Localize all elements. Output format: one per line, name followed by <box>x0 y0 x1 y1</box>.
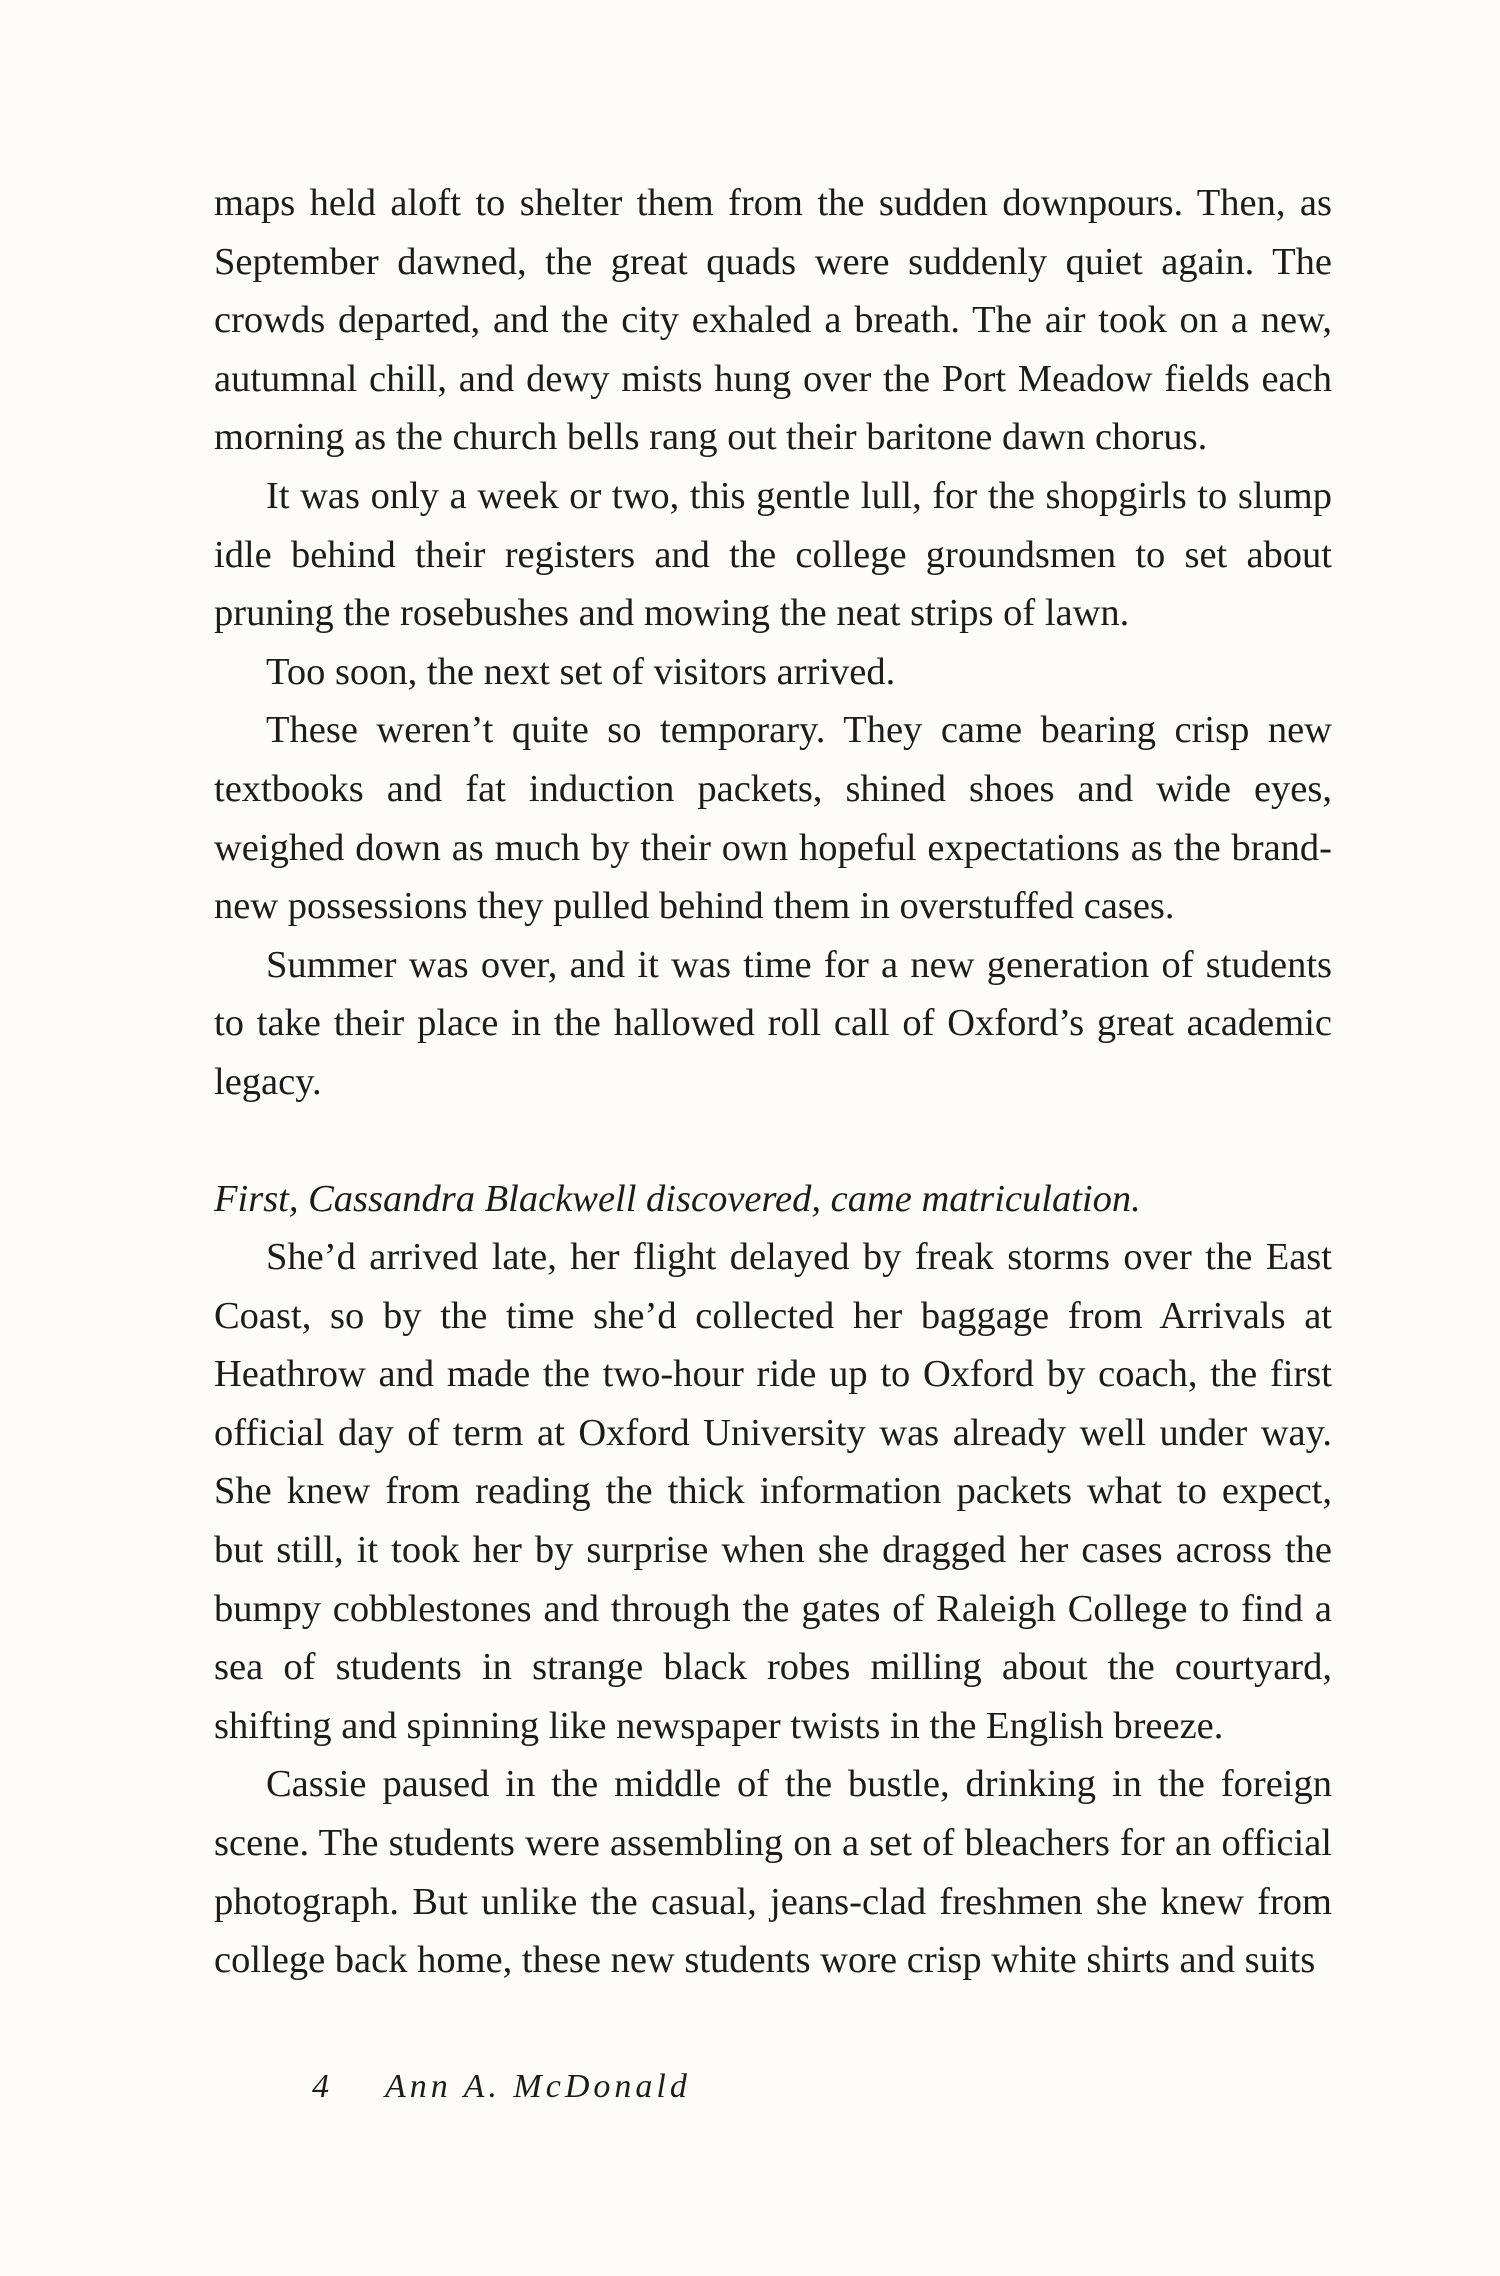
paragraph: It was only a week or two, this gentle lull, for the shopgirls to slump idle behind their registers and the college groundsmen to set about pruning the rosebushes and mowing the neat strips of lawn. <box>214 474 1332 635</box>
paragraph: Cassie paused in the middle of the bustle, drinking in the foreign scene. The students were assembling on a set of bleachers for an official photograph. But unlike the casual, jeans-clad freshmen she knew from college back home, these new students wore crisp white shirts and suits <box>214 1763 1332 1982</box>
paragraph: maps held aloft to shelter them from the sudden downpours. Then, as September dawned, the great quads were suddenly quiet again. The crowds departed, and the city exhaled a breath. The air took on a new, autumnal chill, and dewy mists hung over the Port Meadow fields each morning as the church bells rang out their baritone dawn chorus. <box>214 182 1332 459</box>
section-opening: First, Cassandra Blackwell discovered, came matriculation. <box>214 1177 1141 1220</box>
paragraph: Summer was over, and it was time for a new generation of students to take their place in the hallowed roll call of Oxford’s great academic legacy. <box>214 943 1332 1103</box>
paragraph: Too soon, the next set of visitors arrived. <box>266 650 896 693</box>
page-footer <box>312 2068 691 2106</box>
paragraph: These weren’t quite so temporary. They came bearing crisp new textbooks and fat induction packets, shined shoes and wide eyes, weighed down as much by their own hopeful expectations as the brand-new possessions they pulled behind them in overstuffed cases. <box>214 709 1332 928</box>
paragraph: She’d arrived late, her flight delayed by freak storms over the East Coast, so by the time she’d collected her baggage from Arrivals at Heathrow and made the two-hour ride up to Oxford by coach, the first official day of term at Oxford University was already well under way. She knew from reading the thick information packets what to expect, but still, it took her by surprise when she dragged her cases across the bumpy cobblestones and through the gates of Raleigh College to find a sea of students in strange black robes milling about the courtyard, shifting and spinning like newspaper twists in the English breeze. <box>214 1236 1332 1747</box>
author-name: Ann A. McDonald <box>385 2068 691 2105</box>
page-number: 4 <box>312 2068 329 2105</box>
body-text <box>214 174 1332 1990</box>
